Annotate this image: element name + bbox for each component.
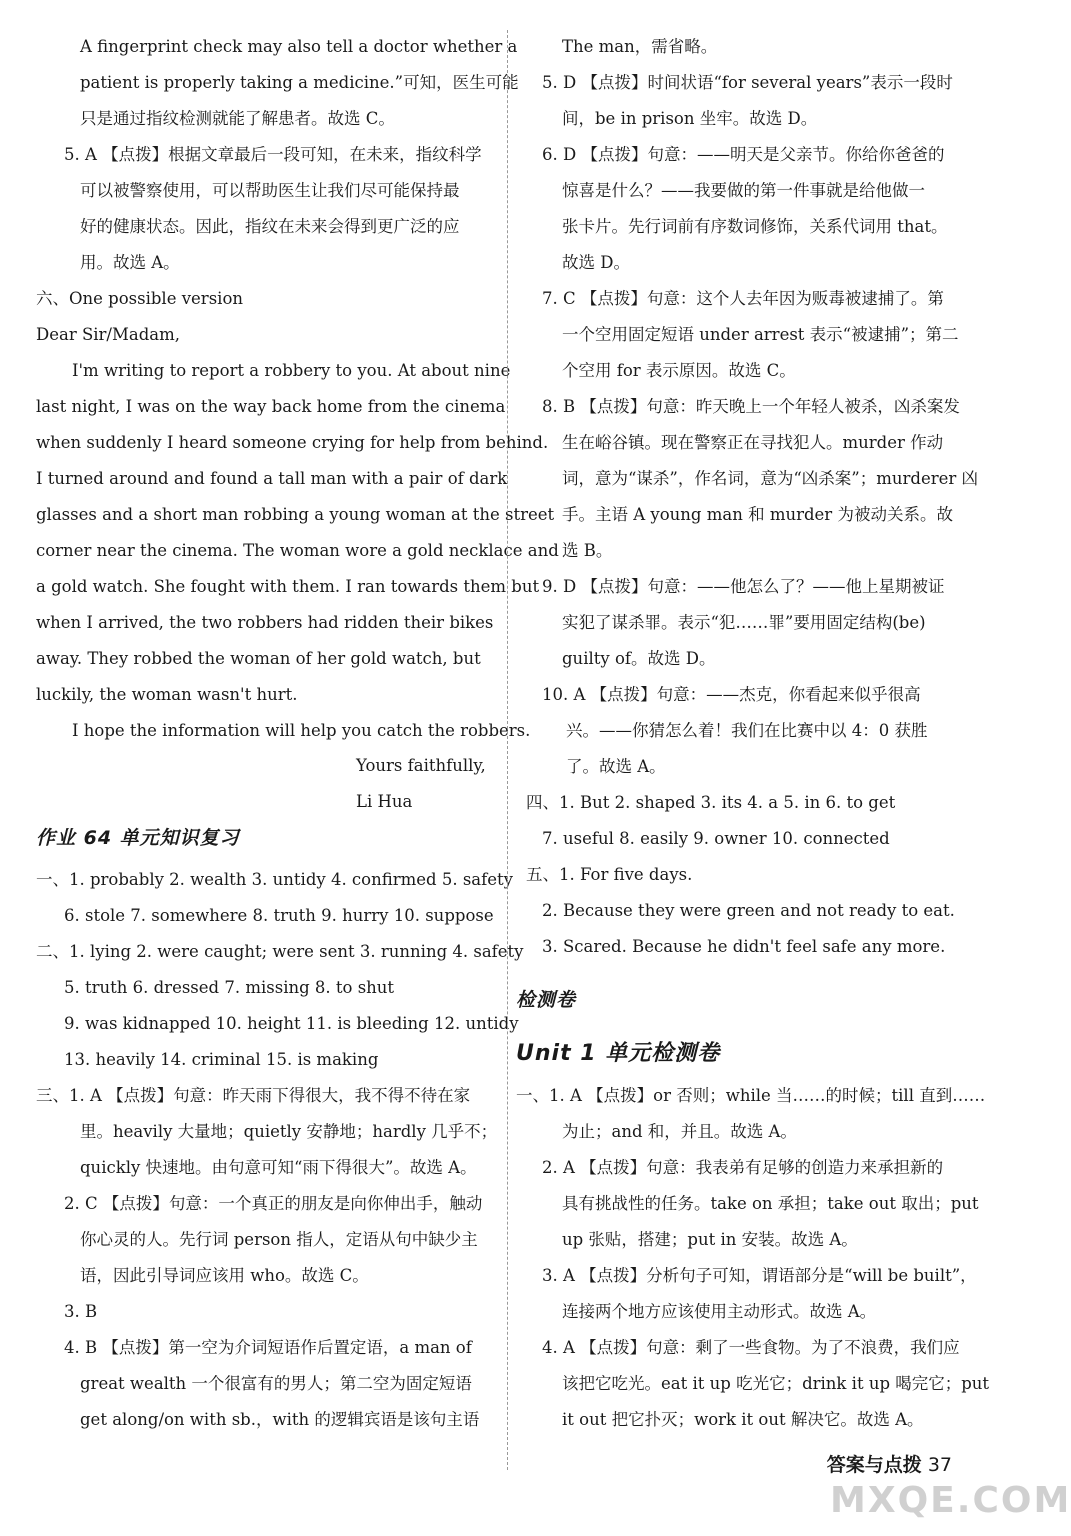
text-line: 3. A 【点拨】分析句子可知，谓语部分是“will be built”， [542,1266,977,1285]
text-line: 用。故选 A。 [80,253,180,272]
text-line: 可以被警察使用，可以帮助医生让我们尽可能保持最 [80,181,460,200]
text-line: luckily, the woman wasn't hurt. [36,685,298,704]
text-line: Li Hua [356,792,413,811]
text-line: 好的健康状态。因此，指纹在未来会得到更广泛的应 [80,217,460,236]
text-line: Yours faithfully, [356,756,486,775]
text-line: 2. C 【点拨】句意：一个真正的朋友是向你伸出手，触动 [64,1194,483,1213]
text-line: 9. D 【点拨】句意：——他怎么了？——他上星期被证 [542,577,945,596]
text-line: 手。主语 A young man 和 murder 为被动关系。故 [562,505,953,524]
text-line: 4. B 【点拨】第一空为介词短语作后置定语，a man of [64,1338,472,1357]
text-line: when I arrived, the two robbers had ridden their bikes [36,613,494,632]
page-footer [827,1450,952,1477]
text-line: 个空用 for 表示原因。故选 C。 [562,361,796,380]
text-line: great wealth 一个很富有的男人；第二空为固定短语 [80,1374,472,1393]
text-line: 10. A 【点拨】句意：——杰克，你看起来似乎很高 [542,685,921,704]
text-line: 13. heavily 14. criminal 15. is making [64,1050,379,1069]
text-line: 五、1. For five days. [526,865,693,884]
text-line: glasses and a short man robbing a young woman at the street [36,505,555,524]
section-heading: 作业 64 单元知识复习 [36,827,240,849]
text-line: get along/on with sb.，with 的逻辑宾语是该句主语 [80,1410,480,1429]
text-line: 6. D 【点拨】句意：——明天是父亲节。你给你爸爸的 [542,145,945,164]
text-line: when suddenly I heard someone crying for help from behind. [36,433,549,452]
text-line: 具有挑战性的任务。take on 承担；take out 取出；put [562,1194,979,1213]
watermark-logo: MXQE.COM [830,1480,1071,1521]
text-line: away. They robbed the woman of her gold watch, but [36,649,481,668]
text-line: 你心灵的人。先行词 person 指人，定语从句中缺少主 [80,1230,478,1249]
text-line: 一、1. probably 2. wealth 3. untidy 4. confirmed 5. safety [36,870,513,889]
text-line: 连接两个地方应该使用主动形式。故选 A。 [562,1302,877,1321]
text-line: A fingerprint check may also tell a doctor whether a [80,37,518,56]
text-line: 2. Because they were green and not ready to eat. [542,901,955,920]
text-line: up 张贴，搭建；put in 安装。故选 A。 [562,1230,858,1249]
text-line: 5. truth 6. dressed 7. missing 8. to shut [64,978,395,997]
text-line: a gold watch. She fought with them. I ran towards them but [36,577,540,596]
text-line: 语，因此引导词应该用 who。故选 C。 [80,1266,369,1285]
text-line: guilty of。故选 D。 [562,649,716,668]
text-line: 三、1. A 【点拨】句意：昨天雨下得很大，我不得不待在家 [36,1086,471,1105]
text-line: quickly 快速地。由句意可知“雨下得很大”。故选 A。 [80,1158,477,1177]
text-line: 9. was kidnapped 10. height 11. is bleeding 12. untidy [64,1014,519,1033]
text-line: 词，意为“谋杀”，作名词，意为“凶杀案”；murderer 凶 [562,469,979,488]
text-line: 7. useful 8. easily 9. owner 10. connected [542,829,890,848]
text-line: I hope the information will help you catch the robbers. [72,721,531,740]
text-line: corner near the cinema. The woman wore a gold necklace and [36,541,559,560]
column-divider [507,30,509,1470]
text-line: 六、One possible version [36,289,243,308]
text-line: 3. Scared. Because he didn't feel safe any more. [542,937,946,956]
page-number: 37 [927,1454,952,1476]
text-line: 只是通过指纹检测就能了解患者。故选 C。 [80,109,395,128]
text-line: 5. A 【点拨】根据文章最后一段可知，在未来，指纹科学 [64,145,482,164]
text-line: last night, I was on the way back home from the cinema [36,397,506,416]
footer-label: 答案与点拨 [826,1454,922,1476]
text-line: 为止；and 和，并且。故选 A。 [562,1122,797,1141]
text-line: 3. B [64,1302,98,1321]
text-line: Dear Sir/Madam, [36,325,181,344]
text-line: 实犯了谋杀罪。表示“犯……罪”要用固定结构(be) [562,613,926,632]
text-line: 5. D 【点拨】时间状语“for several years”表示一段时 [542,73,953,92]
text-line: 里。heavily 大量地；quietly 安静地；hardly 几乎不； [80,1122,498,1141]
text-line: 间，be in prison 坐牢。故选 D。 [562,109,818,128]
text-line: The man，需省略。 [562,37,718,56]
text-line: patient is properly taking a medicine.”可知，医生可能 [80,73,519,92]
text-line: 8. B 【点拨】句意：昨天晚上一个年轻人被杀，凶杀案发 [542,397,960,416]
text-line: I'm writing to report a robbery to you. At about nine [72,361,511,380]
text-line: 一、1. A 【点拨】or 否则；while 当……的时候；till 直到…… [516,1086,986,1105]
text-line: 惊喜是什么？——我要做的第一件事就是给他做一 [562,181,925,200]
text-line: 6. stole 7. somewhere 8. truth 9. hurry 10. suppose [64,906,494,925]
text-line: 生在峪谷镇。现在警察正在寻找犯人。murder 作动 [562,433,944,452]
text-line: 该把它吃光。eat it up 吃光它；drink it up 喝完它；put [562,1374,990,1393]
text-line: 了。故选 A。 [566,757,666,776]
section-heading: 检测卷 [516,989,577,1011]
text-line: 四、1. But 2. shaped 3. its 4. a 5. in 6. to get [526,793,896,812]
text-line: 4. A 【点拨】句意：剩了一些食物。为了不浪费，我们应 [542,1338,960,1357]
text-line: I turned around and found a tall man with a pair of dark [36,469,508,488]
text-line: it out 把它扑灭；work it out 解决它。故选 A。 [562,1410,924,1429]
section-heading: Unit 1 单元检测卷 [516,1041,721,1066]
text-line: 张卡片。先行词前有序数词修饰，关系代词用 that。 [562,217,948,236]
text-line: 故选 D。 [562,253,630,272]
text-line: 兴。——你猜怎么着！我们在比赛中以 4：0 获胜 [566,721,928,740]
text-line: 7. C 【点拨】句意：这个人去年因为贩毒被逮捕了。第 [542,289,944,308]
text-line: 选 B。 [562,541,613,560]
text-line: 一个空用固定短语 under arrest 表示“被逮捕”；第二 [562,325,959,344]
text-line: 二、1. lying 2. were caught; were sent 3. running 4. safety [36,942,524,961]
text-line: 2. A 【点拨】句意：我表弟有足够的创造力来承担新的 [542,1158,944,1177]
